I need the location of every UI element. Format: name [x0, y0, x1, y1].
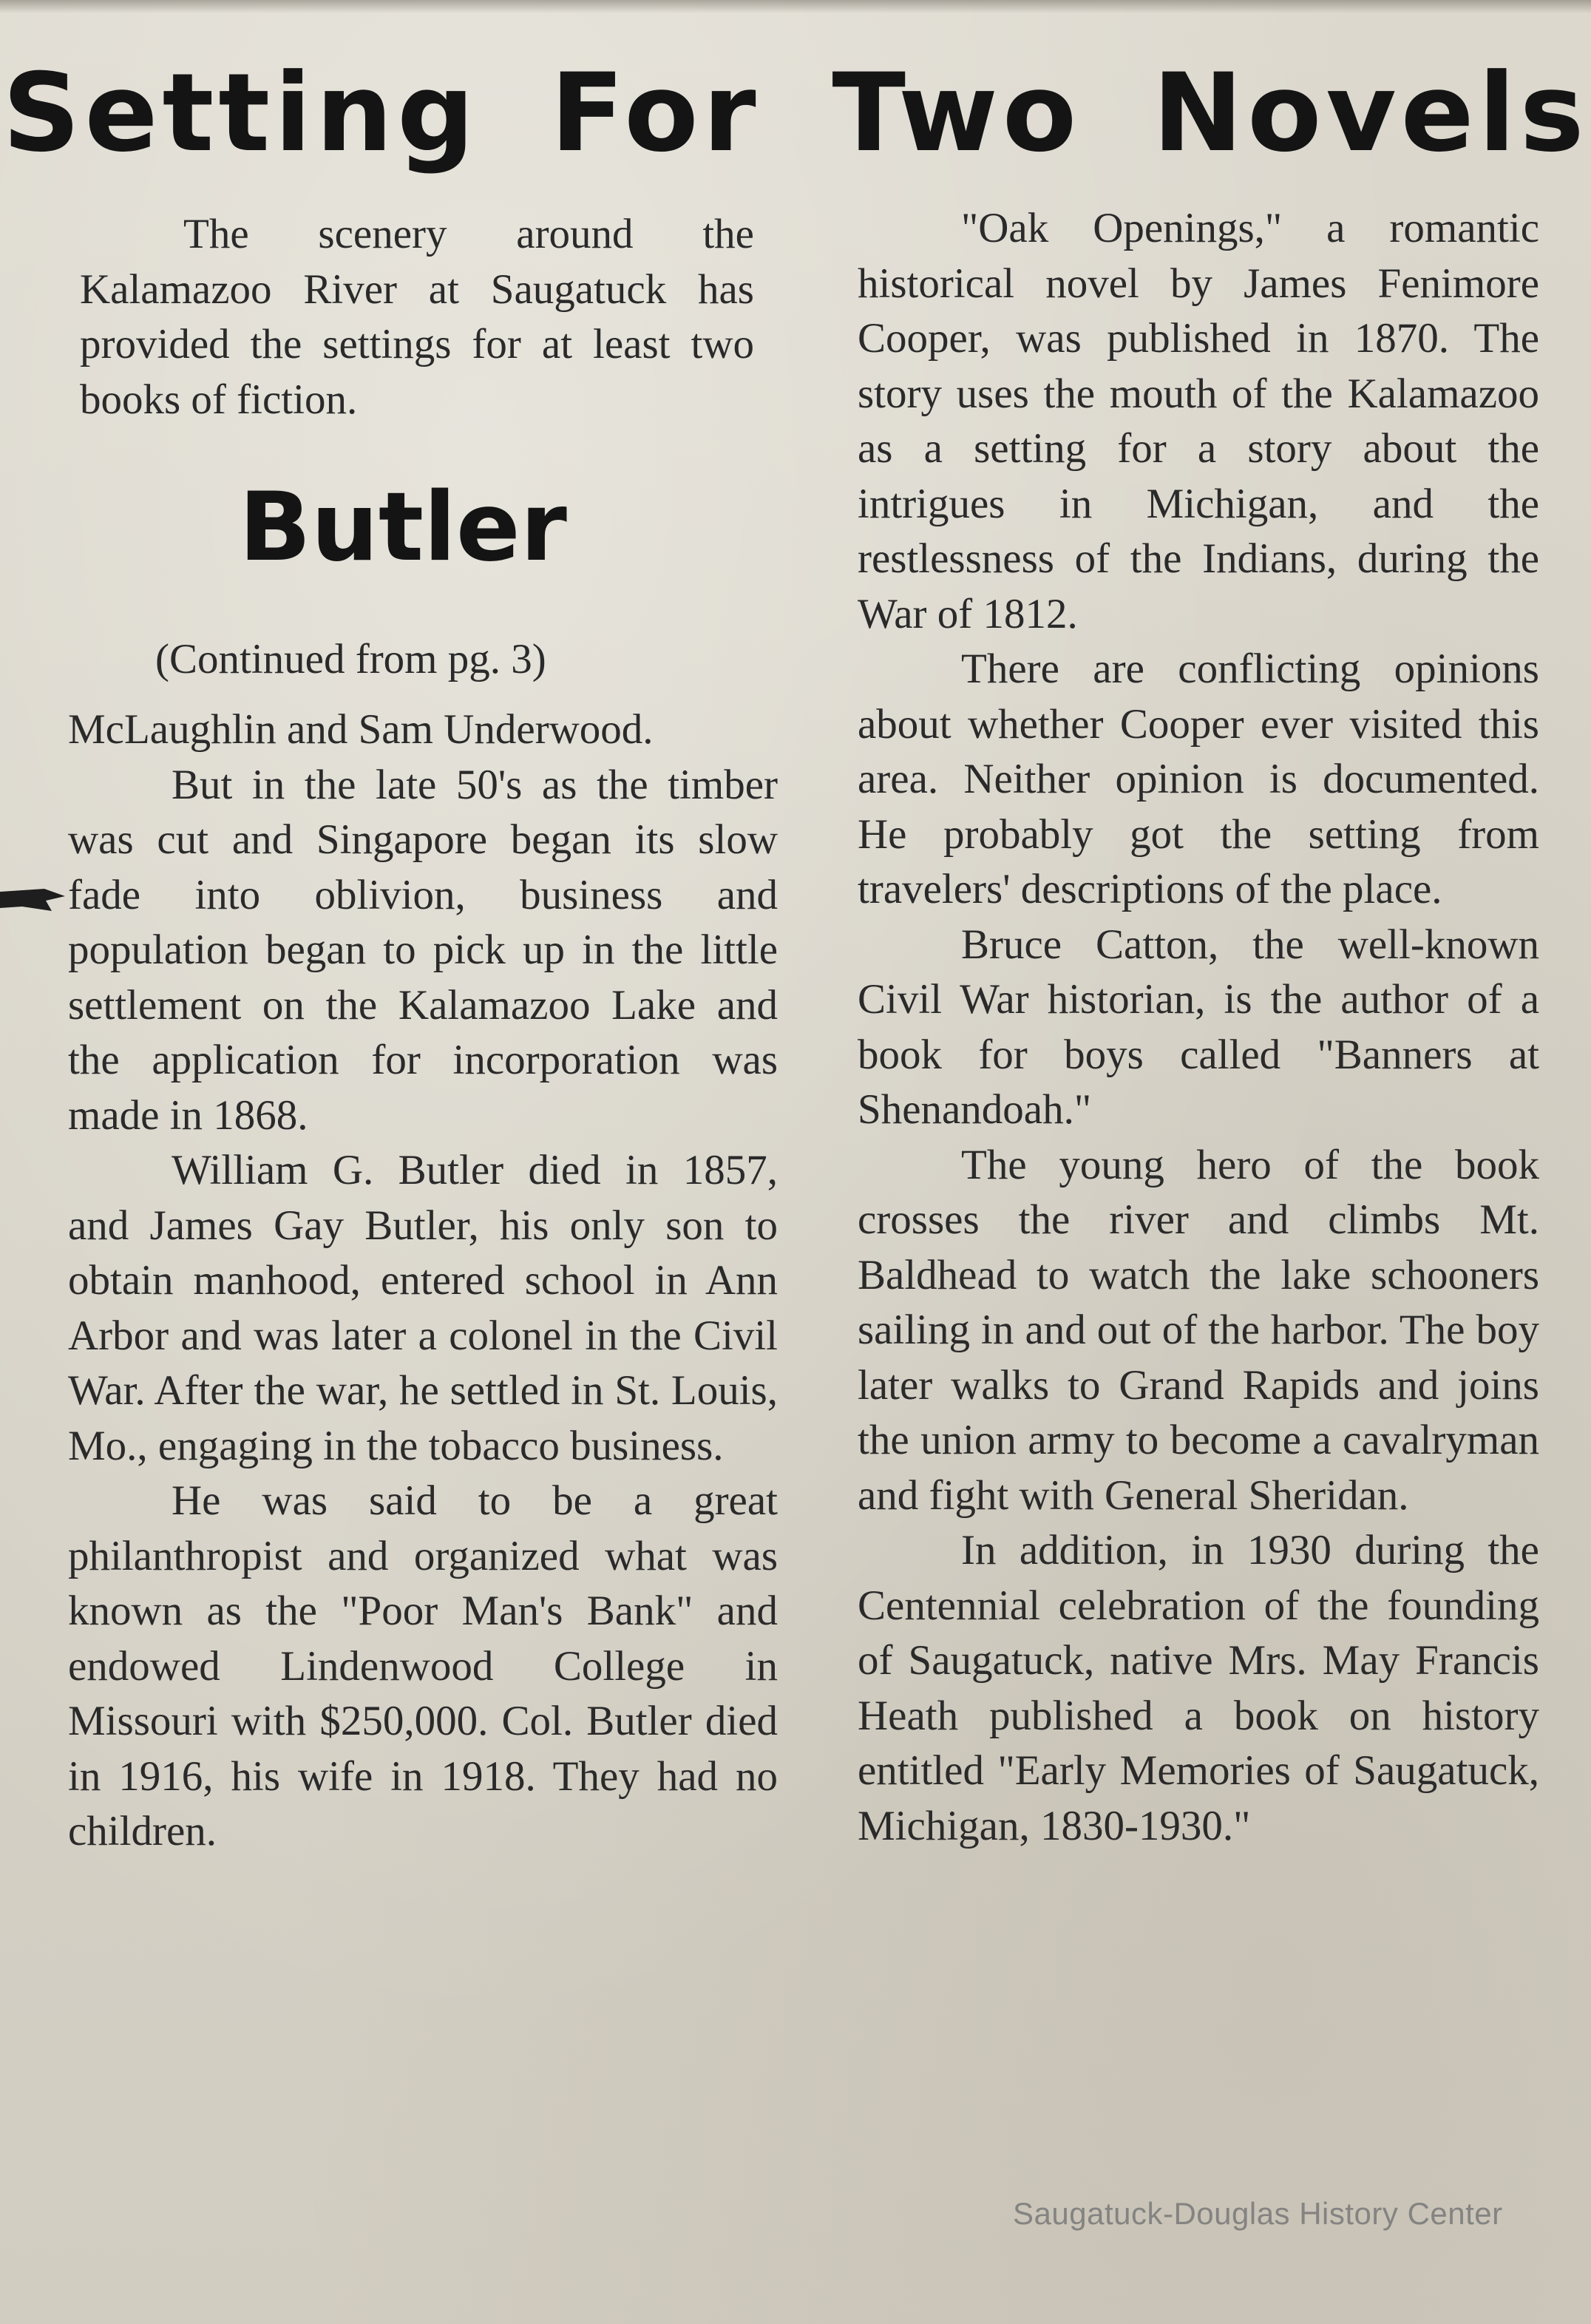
- article-paragraph: In addition, in 1930 during the Centennial celebration of the founding of Saugatuck, native Mrs. May Francis Heath published a book on history entitled "Early Memories of Saugatuck, Michigan, 1830-1930.": [858, 1527, 1539, 1849]
- watermark: Saugatuck-Douglas History Center: [1013, 2196, 1503, 2231]
- article-paragraph: He was said to be a great philanthropist and organized what was known as the "Poor Man's Bank" and endowed Lindenwood College in Missouri with $250,000. Col. Butler died in 1916, his wife in 1918. They had no children.: [68, 1477, 778, 1854]
- continued-note: (Continued from pg. 3): [155, 636, 546, 682]
- clipping-top-edge: [0, 0, 1591, 13]
- article-paragraph: But in the late 50's as the timber was cut and Singapore began its slow fade into oblivion, business and population began to pick up in the little settlement on the Kalamazoo Lake and the application for incorporation was made in 1868.: [68, 761, 778, 1139]
- intro-paragraph: The scenery around the Kalamazoo River at Saugatuck has provided the settings for at least two books of fiction.: [80, 211, 754, 423]
- butler-subhead: Butler: [239, 472, 567, 583]
- tear-mark: [0, 886, 67, 915]
- article-paragraph: McLaughlin and Sam Underwood.: [68, 706, 654, 753]
- article-paragraph: The young hero of the book crosses the river and climbs Mt. Baldhead to watch the lake schooners sailing in and out of the harbor. The boy later walks to Grand Rapids and joins the union army to become a cavalryman and fight with General Sheridan.: [858, 1141, 1539, 1519]
- butler-article-column: [68, 702, 778, 1860]
- intro-column: [80, 207, 754, 427]
- article-paragraph: "Oak Openings," a romantic historical novel by James Fenimore Cooper, was published in 1870. The story uses the mouth of the Kalamazoo as a setting for a story about the intrigues in Michigan, and the restlessness of the Indians, during the War of 1812.: [858, 205, 1539, 637]
- article-paragraph: Bruce Catton, the well-known Civil War historian, is the author of a book for boys called "Banners at Shenandoah.": [858, 921, 1539, 1133]
- article-paragraph: William G. Butler died in 1857, and James Gay Butler, his only son to obtain manhood, entered school in Ann Arbor and was later a colonel in the Civil War. After the war, he settled in St. Louis, Mo., engaging in the tobacco business.: [68, 1147, 778, 1469]
- headline: Setting For Two Novels: [2, 50, 1589, 176]
- article-paragraph: There are conflicting opinions about whether Cooper ever visited this area. Neither opinion is documented. He probably got the setting from travelers' descriptions of the place.: [858, 646, 1539, 912]
- novels-article-column: [858, 201, 1539, 1854]
